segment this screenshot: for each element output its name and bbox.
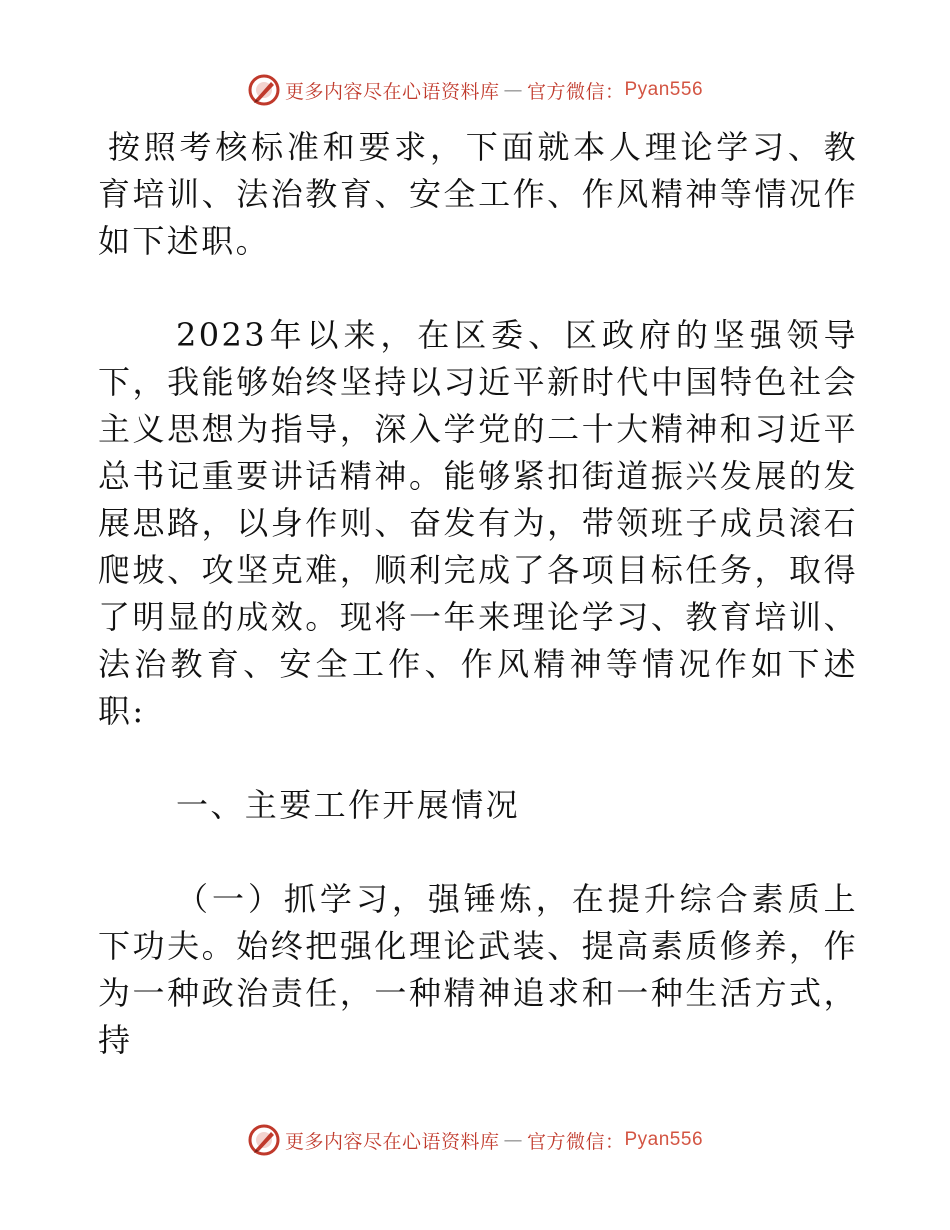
- watermark-wechat-id: Pyan556: [624, 1129, 704, 1150]
- watermark-separator: —: [503, 1129, 523, 1151]
- pen-circle-logo-icon: [247, 1123, 281, 1157]
- pen-circle-logo-icon: [247, 73, 281, 107]
- watermark-wechat-label: 官方微信：: [526, 80, 625, 103]
- paragraph-intro: 按照考核标准和要求，下面就本人理论学习、教育培训、法治教育、安全工作、作风精神等情况作如下述职。: [98, 128, 858, 260]
- footer-watermark: [0, 1120, 950, 1160]
- document-body: [98, 124, 858, 1064]
- watermark-wechat-label: 官方微信：: [526, 1130, 625, 1153]
- watermark-separator: —: [503, 79, 523, 101]
- paragraph-study: （一）抓学习，强锤炼，在提升综合素质上下功夫。始终把强化理论武装、提高素质修养，作为一种政治责任，一种精神追求和一种生活方式，持: [98, 880, 858, 1059]
- watermark-wechat-id: Pyan556: [624, 79, 704, 100]
- header-watermark: [0, 70, 950, 110]
- watermark-site-text: 更多内容尽在心语资料库: [284, 1130, 500, 1153]
- paragraph-overview: 2023年以来，在区委、区政府的坚强领导下，我能够始终坚持以习近平新时代中国特色社会主义思想为指导，深入学党的二十大精神和习近平总书记重要讲话精神。能够紧扣街道振兴发展的发展思路，以身作则、奋发有为，带领班子成员滚石爬坡、攻坚克难，顺利完成了各项目标任务，取得了明显的成效。现将一年来理论学习、教育培训、法治教育、安全工作、作风精神等情况作如下述职:: [98, 316, 858, 730]
- watermark-site-text: 更多内容尽在心语资料库: [284, 80, 500, 103]
- section-heading: 一、主要工作开展情况: [176, 786, 521, 824]
